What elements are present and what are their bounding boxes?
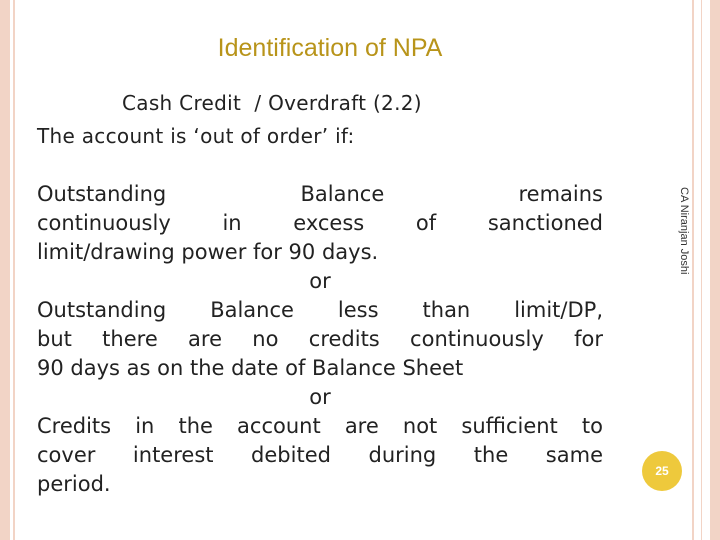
body-line: Outstanding Balance remains xyxy=(37,182,603,206)
body-line: limit/drawing power for 90 days. xyxy=(37,240,379,264)
author-label: CA Niranjan Joshi xyxy=(678,187,690,275)
page-number: 25 xyxy=(655,464,669,478)
slide-title: Identification of NPA xyxy=(217,34,443,62)
frame-right-border xyxy=(710,0,720,540)
slide-subtitle: Cash Credit / Overdraft (2.2) xyxy=(122,91,422,115)
body-line: 90 days as on the date of Balance Sheet xyxy=(37,356,464,380)
body-line: cover interest debited during the same xyxy=(37,443,603,467)
page-number-badge xyxy=(642,451,682,491)
frame-right-line-thin xyxy=(701,0,702,540)
slide-body xyxy=(37,180,603,499)
frame-left-border xyxy=(0,0,10,540)
body-line: period. xyxy=(37,472,111,496)
body-line-or: or xyxy=(309,269,331,293)
body-line: Credits in the account are not sufficient to xyxy=(37,414,603,438)
frame-left-line xyxy=(13,0,15,540)
frame-right-line xyxy=(692,0,694,540)
body-line-or: or xyxy=(309,385,331,409)
slide-subtitle-condition: The account is ‘out of order’ if: xyxy=(37,124,355,148)
body-line: continuously in excess of sanctioned xyxy=(37,211,603,235)
body-line: Outstanding Balance less than limit/DP, xyxy=(37,298,603,322)
body-line: but there are no credits continuously for xyxy=(37,327,603,351)
